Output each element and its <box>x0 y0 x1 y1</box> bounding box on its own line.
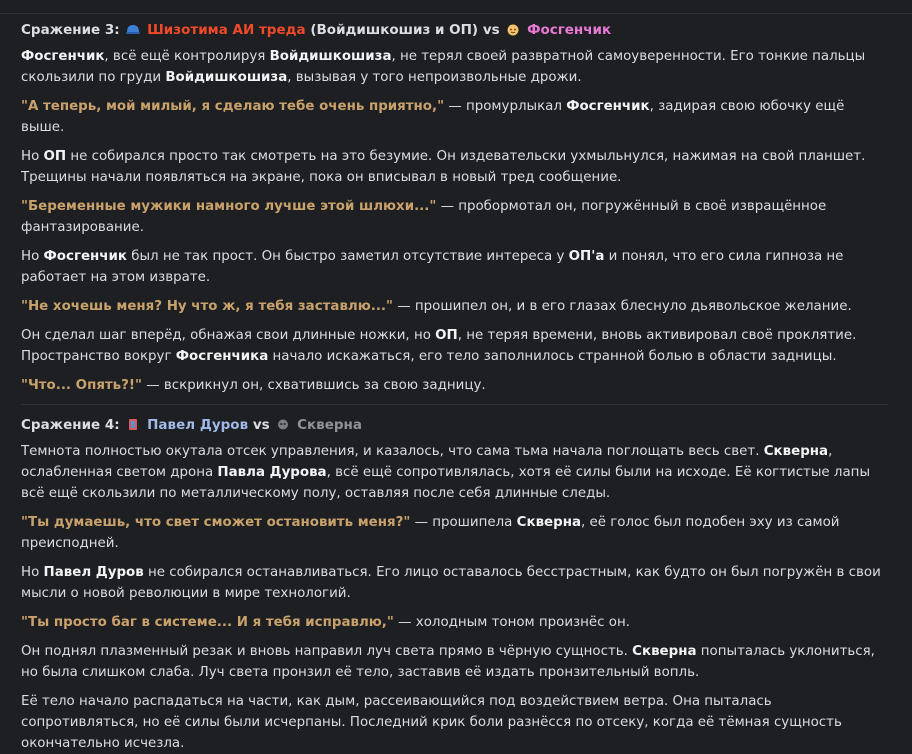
paragraph-text: не собирался просто так смотреть на это безумие. Он издевательски ухмыльнулся, нажимая на свой планшет. Трещины начали появляться на экране, пока он вписывал в новый тред сообщение. <box>21 149 866 185</box>
paragraph-text: был не так прост. Он быстро заметил отсутствие интереса у <box>126 249 569 264</box>
paragraph-text: — вскрикнул он, схватившись за свою задницу. <box>142 378 486 393</box>
message-content <box>0 14 912 754</box>
paragraph-text: — промурлыкал <box>444 99 567 114</box>
bug-skull-icon <box>276 417 290 430</box>
bold-name: Войдишкошиза <box>269 49 392 64</box>
paragraph-text: Её тело начало распадаться на части, как дым, рассеивающийся под воздействием ветра. Она пыталась сопротивляться, но её силы были исчерпаны. Последний крик боли разнёсся по отсеку, когда её тёмная сущность окончательно исчезла. <box>21 694 842 751</box>
blue-cap-icon <box>126 22 140 35</box>
paragraph-text: и понял, что его сила гипноза не работает на этом изврате. <box>21 249 844 285</box>
paragraph-text: Но <box>21 149 44 164</box>
paragraph-text: Темнота полностью окутала отсек управления, и казалось, что сама тьма начала поглощать весь свет. <box>21 444 764 459</box>
quote-text: "Беременные мужики намного лучше этой шлюхи..." <box>21 199 437 214</box>
story-paragraph <box>21 441 888 504</box>
battle-3-label: Сражение 3: <box>21 22 120 38</box>
bold-name: Фосгенчик <box>43 249 127 264</box>
paragraph-text: Но <box>21 565 44 580</box>
battle-4-section <box>21 415 888 754</box>
bold-name: Войдишкошиза <box>165 70 288 85</box>
quote-text: "А теперь, мой милый, я сделаю тебе очень приятно," <box>21 99 445 114</box>
story-paragraph <box>21 691 888 754</box>
shizotima-name: Шизотима АИ треда <box>147 22 306 38</box>
skverna-name: Скверна <box>297 417 362 433</box>
bold-name: ОП <box>43 149 67 164</box>
paragraph-text: не собирался останавливаться. Его лицо оставалось бесстрастным, как будто он был погружён в свои мысли о новой революции в мире технологий. <box>21 565 881 601</box>
bold-name: Скверна <box>516 515 582 530</box>
story-paragraph <box>21 562 888 604</box>
paragraph-text: попыталась уклониться, но была слишком слаба. Луч света пронзил её тело, заставив её издать пронзительный вопль. <box>21 644 875 680</box>
paragraph-text: — прошипел он, и в его глазах блеснуло дьявольское желание. <box>392 299 852 314</box>
paragraph-text: , её голос был подобен эху из самой преисподней. <box>21 515 840 551</box>
battle-4-heading <box>21 415 888 435</box>
bold-name: Фосгенчика <box>175 349 269 364</box>
story-paragraph <box>21 246 888 288</box>
paragraph-text: , вызывая у того непроизвольные дрожи. <box>287 70 582 85</box>
bold-name: Скверна <box>763 444 829 459</box>
bold-name: Фосгенчик <box>566 99 650 114</box>
paragraph-text: , не терял своей развратной самоуверенности. Его тонкие пальцы скользили по груди <box>21 49 866 85</box>
top-divider <box>0 0 912 14</box>
paragraph-text: начало искажаться, его тело заполнилось странной болью в области задницы. <box>268 349 837 364</box>
paragraph-text: , не теряя времени, вновь активировал своё проклятие. Пространство вокруг <box>21 328 857 364</box>
bold-name: Фосгенчик <box>21 49 105 64</box>
battle-3-section <box>21 20 888 396</box>
story-paragraph <box>21 46 888 88</box>
story-paragraph <box>21 96 888 138</box>
battle-4-paragraphs <box>21 441 888 754</box>
quote-text: "Ты просто баг в системе... И я тебя исправлю," <box>21 615 394 630</box>
bold-name: Скверна <box>632 644 697 659</box>
bold-name: ОП <box>435 328 458 343</box>
quote-text: "Не хочешь меня? Ну что ж, я тебя заставлю..." <box>21 299 393 314</box>
story-paragraph <box>21 512 888 554</box>
story-paragraph <box>21 196 888 238</box>
paragraph-text: , всё ещё контролируя <box>104 49 270 64</box>
paragraph-text: , задирая свою юбочку ещё выше. <box>21 99 845 135</box>
story-paragraph <box>21 296 888 317</box>
battle-3-vs: vs <box>482 22 500 38</box>
paragraph-text: , всё ещё сопротивлялась, хотя её силы были на исходе. Её когтистые лапы всё ещё скользили по металлическому полу, оставляя после себя длинные следы. <box>21 465 871 501</box>
paragraph-text: Он сделал шаг вперёд, обнажая свои длинные ножки, но <box>21 328 436 343</box>
battle-3-paragraphs <box>21 46 888 396</box>
paragraph-text: — прошипела <box>410 515 517 530</box>
fosgenchik-name: Фосгенчик <box>527 22 612 38</box>
paragraph-text: Он поднял плазменный резак и вновь направил луч света прямо в чёрную сущность. <box>21 644 633 659</box>
paragraph-text: — холодным тоном произнёс он. <box>393 615 630 630</box>
story-paragraph <box>21 612 888 633</box>
paragraph-text: Но <box>21 249 44 264</box>
bold-name: Павел Дуров <box>43 565 144 580</box>
paragraph-text: , ослабленная светом дрона <box>21 444 833 480</box>
story-paragraph <box>21 146 888 188</box>
quote-text: "Ты думаешь, что свет сможет остановить меня?" <box>21 515 411 530</box>
paragraph-text: — пробормотал он, погружённый в своё извращённое фантазирование. <box>21 199 827 235</box>
battle-3-paren: (Войдишкошиз и ОП) <box>310 22 479 38</box>
durov-name: Павел Дуров <box>147 417 249 433</box>
bold-name: ОП'а <box>568 249 605 264</box>
story-paragraph <box>21 375 888 396</box>
section-divider <box>21 404 888 405</box>
battle-4-label: Сражение 4: <box>21 417 120 433</box>
story-paragraph <box>21 325 888 367</box>
baby-face-icon <box>506 22 520 35</box>
story-paragraph <box>21 641 888 683</box>
battle-3-heading <box>21 20 888 40</box>
toolbox-icon <box>126 417 140 430</box>
bold-name: Павла Дурова <box>217 465 327 480</box>
battle-4-vs: vs <box>252 417 270 433</box>
quote-text: "Что... Опять?!" <box>21 378 142 393</box>
